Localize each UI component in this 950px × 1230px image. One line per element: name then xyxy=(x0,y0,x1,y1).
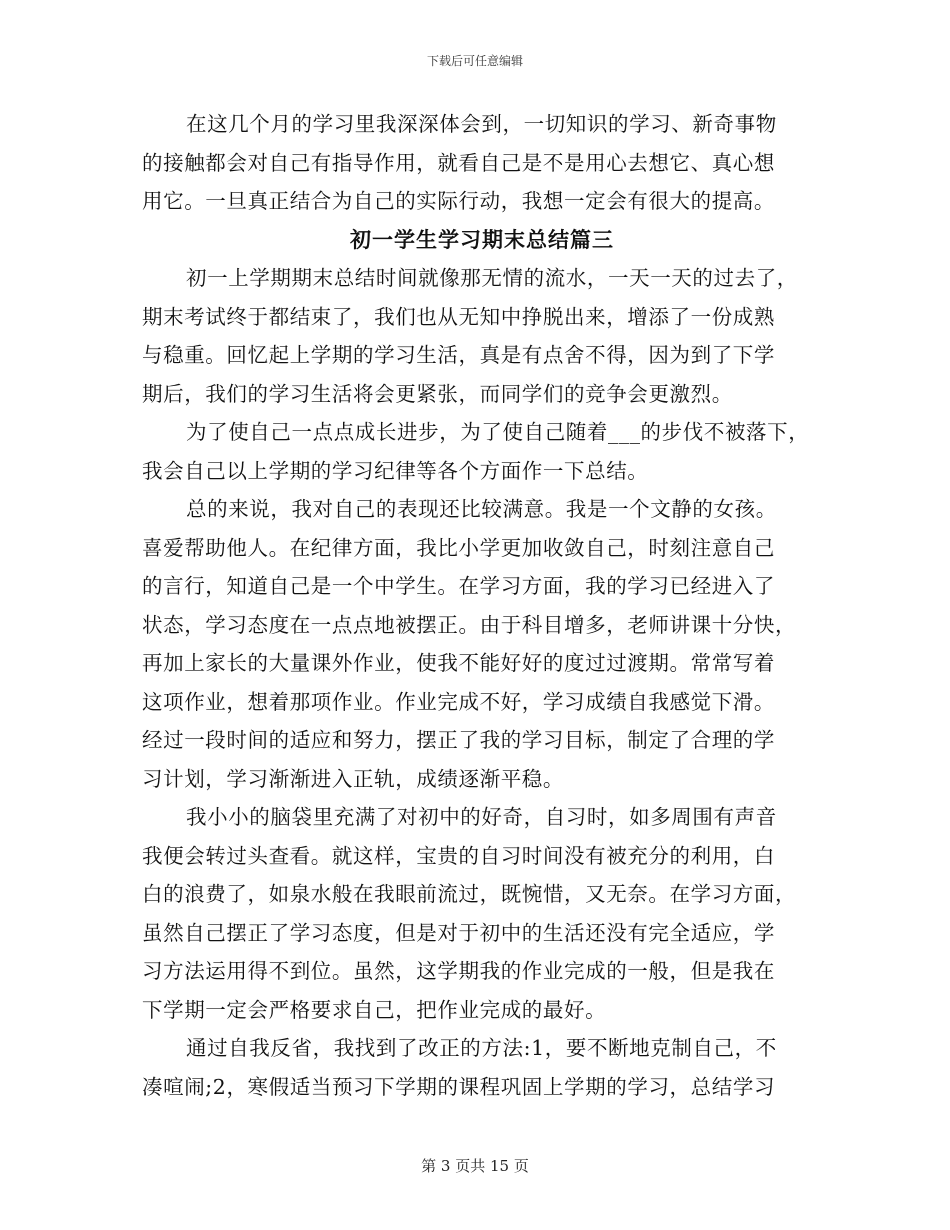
text-line: 喜爱帮助他人。在纪律方面，我比小学更加收敛自己，时刻注意自己 xyxy=(142,535,775,560)
text-line: 的言行，知道自己是一个中学生。在学习方面，我的学习已经进入了 xyxy=(142,574,775,598)
text-line: 再加上家长的大量课外作业，使我不能好好的度过过渡期。常常写着 xyxy=(142,651,775,675)
text-line: 下学期一定会严格要求自己，把作业完成的最好。 xyxy=(142,997,607,1022)
text-line: 凑喧闹;2，寒假适当预习下学期的课程巩固上学期的学习，总结学习 xyxy=(142,1074,776,1099)
text-line: 经过一段时间的适应和努力，摆正了我的学习目标，制定了合理的学 xyxy=(142,728,775,752)
text-line: 期末考试终于都结束了，我们也从无知中挣脱出来，增添了一份成熟 xyxy=(142,304,775,329)
text-line: 我便会转过头查看。就这样，宝贵的自习时间没有被充分的利用，白 xyxy=(142,843,775,868)
text-line: 虽然自己摆正了学习态度，但是对于初中的生活还没有完全适应，学 xyxy=(142,920,775,945)
text-line: 通过自我反省，我找到了改正的方法:1，要不断地克制自己，不 xyxy=(186,1036,777,1060)
text-line: 总的来说，我对自己的表现还比较满意。我是一个文静的女孩。 xyxy=(186,497,777,521)
text-line: 白的浪费了，如泉水般在我眼前流过，既惋惜，又无奈。在学习方面， xyxy=(142,882,797,906)
text-line: 这项作业，想着那项作业。作业完成不好，学习成绩自我感觉下滑。 xyxy=(142,689,775,714)
text-line: 用它。一旦真正结合为自己的实际行动，我想一定会有很大的提高。 xyxy=(142,189,775,213)
section-heading: 初一学生学习期末总结篇三 xyxy=(350,226,614,252)
text-line: 习计划，学习渐渐进入正轨，成绩逐渐平稳。 xyxy=(142,766,564,791)
text-line: 习方法运用得不到位。虽然，这学期我的作业完成的一般，但是我在 xyxy=(142,959,775,983)
text-line: 的接触都会对自己有指导作用，就看自己是不是用心去想它、真心想 xyxy=(142,150,775,175)
page-header: 下载后可任意编辑 xyxy=(426,54,523,68)
document-body xyxy=(142,105,822,1106)
text-line: 我小小的脑袋里充满了对初中的好奇，自习时，如多周围有声音 xyxy=(186,805,777,829)
text-line: 我会自己以上学期的学习纪律等各个方面作一下总结。 xyxy=(142,458,649,483)
text-line: 初一上学期期末总结时间就像那无情的流水，一天一天的过去了， xyxy=(186,266,798,290)
text-line: 与稳重。回忆起上学期的学习生活，真是有点舍不得，因为到了下学 xyxy=(142,343,775,367)
text-line: 状态，学习态度在一点点地被摆正。由于科目增多，老师讲课十分快， xyxy=(142,612,797,637)
text-line: 期后，我们的学习生活将会更紧张，而同学们的竞争会更激烈。 xyxy=(142,381,733,406)
text-line: 为了使自己一点点成长进步，为了使自己随着___的步伐不被落下， xyxy=(186,420,810,444)
text-line: 在这几个月的学习里我深深体会到，一切知识的学习、新奇事物 xyxy=(186,112,777,136)
page-footer: 第 3 页共 15 页 xyxy=(421,1157,529,1175)
